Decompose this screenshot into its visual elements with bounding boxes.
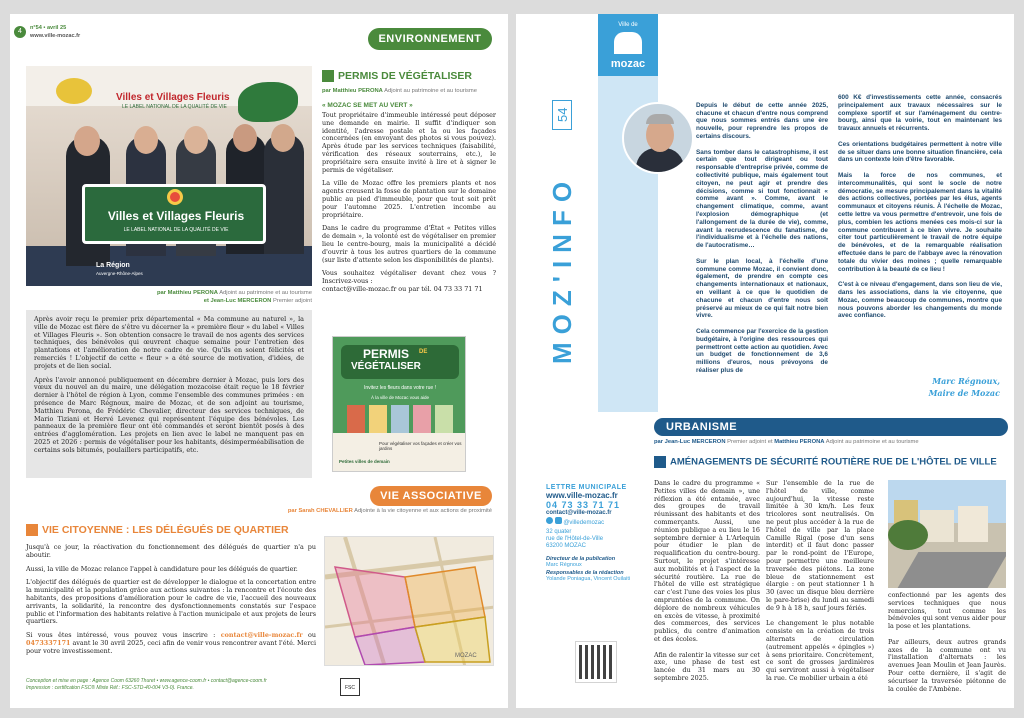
permis-paragraph-2: La ville de Mozac offre les premiers plants et nos agents creusent la fosse de plantation sur le domaine public au pied d'immeuble, pour que tout soit prêt pour l'automne 2025. L'entretien incombe au propriétaire. [322, 179, 496, 219]
square-icon [322, 70, 334, 82]
site-label[interactable]: www.ville-mozac.fr [30, 33, 81, 39]
vie-citoyenne-title: VIE CITOYENNE : LES DÉLÉGUÉS DE QUARTIER [26, 524, 289, 536]
photo-sign [82, 184, 266, 244]
map-label: MOZAC [455, 653, 477, 659]
edito-col-2: 600 K€ d'investissements cette année, consacrés principalement aux travaux nécessaires sur le complexe sportif et sur l'aménagement du centre-bourg, ainsi que la voirie, tout en maintenant les travaux annuels et récurrents. Ces orientations budgétaires permettent à notre ville de se situer dans une bonne situation financière, cela dans un contexte loin d'être favorable. Mais la force de nos communes, et intercommunalités, qui sont le socle de notre démocratie, se mesure principalement dans la vitalité des actions collectives, portées par les élus, agents communaux et citoyens réunis. À l'échelle de Mozac, cette lettre va vous permettre d'entrevoir, une fois de plus, combien les actions menées ces mois-ci sur la commune contribuent à ce bien vivre. Je souhaite citer tout particulièrement le travail de notre équipe de bénévoles, et de la remarquable réalisation effectuée dans le parc de l'abbaye avec la rénovation totale du vivier des moines ; quelle remarquable contribution à la beauté de ce lieu ! C'est à ce niveau d'engagement, dans son lieu de vie, dans les associations, dans la vie citoyenne, que Mozac, comme beaucoup de communes, montre que nous pouvons aborder les changements du monde avec confiance. [838, 94, 1002, 320]
permis-title: PERMIS DE VÉGÉTALISER [322, 70, 472, 82]
poster-title-1: PERMIS [363, 347, 410, 361]
lettre-phone[interactable]: 04 73 33 71 71 [546, 500, 621, 510]
fsc-logo: FSC [340, 678, 360, 696]
urb-col-1: Dans le cadre du programme « Petites villes de demain », une réflexion a été entamée, avec des groupes de travail réunissant des habitants et des commerçants. Aussi, une réunion publique a eu lieu le 16 septembre dernier à L'Arlequin pour étudier le plan de requalification du centre-bourg. Surtout, le projet s'intéresse aux mobilités et à l'aspect de la sécurité routière. La rue de l'hôtel de ville est stratégique car c'est l'une des voies les plus empruntées de la commune. On déplore de nombreux véhicules en excès de vitesse, à proximité des commerces, des services publics, du centre d'animation et des écoles. Afin de ralentir la vitesse sur cet axe, une phase de test est lancée du 31 mars au 30 septembre 2025. [654, 479, 760, 682]
lettre-address: 32 quater rue de l'Hôtel-de-Ville 63200 MOZAC [546, 529, 604, 549]
lettre-email[interactable]: contact@ville-mozac.fr [546, 510, 612, 516]
resp-names: Yolande Poniagua, Vincent Ouilaiti [546, 576, 631, 582]
flower-icon [167, 189, 183, 205]
permis-kicker: « MOZAC SE MET AU VERT » [322, 102, 413, 109]
vie-associative-banner: VIE ASSOCIATIVE [370, 486, 492, 506]
dir-name: Marc Régnoux [546, 562, 582, 568]
street-photo [888, 480, 1006, 588]
poster-footer: Petites villes de demain [339, 459, 390, 464]
dir-label: Directeur de la publication [546, 556, 616, 562]
logo-m-icon [614, 32, 642, 54]
issue-number: 54 [552, 100, 572, 130]
label-byline: par Matthieu PERONA Adjoint au patrimoine et au tourisme et Jean-Luc MERCERON Premier adjoint [157, 290, 312, 304]
left-page [10, 14, 508, 708]
photo-region-sub: Auvergne-Rhône-Alpes [96, 271, 143, 276]
vc-paragraph-3: L'objectif des délégués de quartier est de développer le dialogue et la concertation entre la municipalité et la population grâce aux actions suivantes : la rencontre et l'écoute des habitants, des propositions d'amélioration pour le cadre de vie, l'accueil des nouveaux arrivants, la solidarité, la rencontre des dysfonctionnements constatés sur l'espace public et l'information des habitants relative à l'action municipale et aux projets de leurs quartiers. [26, 578, 316, 626]
page-number-badge: 4 [14, 26, 26, 38]
permis-contact[interactable]: contact@ville-mozac.fr ou par tél. 04 73 33 71 71 [322, 284, 483, 293]
vc-phone-link[interactable]: 0473337171 [26, 638, 71, 647]
label-paragraph-2: Après l'avoir annoncé publiquement en décembre dernier à Mozac, puis lors des vœux du nouvel an du maire, une délégation mozacoise était reçue le 18 février dernier à l'hôtel de région à Lyon, comme l'ensemble des communes primées : en présence de Marc Régnoux, maire de Mozac, et de son adjoint au tourisme, Matthieu Perona, de Frédéric Chevalier, directeur des services techniques, de Mario Tiziani et Hervé Levenez qui représentent l'équipe des bénévoles. Les panneaux de la première fleur ont été commandés et seront bientôt posés à des entrées d'agglomération. Les projets en lien avec le label ne manquent pas en 2025 et 2026 : permis de végétaliser pour les habitants, désimperméabilisation de certains sols bitumés, poulaillers participatifs, etc. [34, 375, 304, 454]
vertical-title: MOZ'INFO [547, 173, 577, 365]
va-byline: par Sarah CHEVALLIER Adjointe à la vie citoyenne et aux actions de proximité [287, 508, 492, 514]
photo-region-label: La Région [96, 262, 130, 269]
urb-title: AMÉNAGEMENTS DE SÉCURITÉ ROUTIÈRE RUE DE L'HÔTEL DE VILLE [654, 456, 997, 468]
vc-email-link[interactable]: contact@ville-mozac.fr [220, 631, 303, 640]
lettre-site[interactable]: www.ville-mozac.fr [546, 491, 618, 500]
permis-poster [332, 336, 466, 472]
environnement-banner: ENVIRONNEMENT [368, 28, 492, 50]
logo-box [598, 14, 658, 76]
right-page [516, 14, 1014, 708]
vc-paragraph-4: Si vous êtes intéressé, vous pouvez vous inscrire : contact@ville-mozac.fr ou 0473337171 avant le 30 avril 2025, ceci afin de venir vous rencontrer avant l'été. Merci pour votre investissement. [26, 631, 316, 655]
poster-text: Pour végétaliser vos façades et créer vos jardins [379, 441, 462, 451]
photo-sign-sub: LE LABEL NATIONAL DE LA QUALITÉ DE VIE [123, 227, 229, 233]
quarter-map [324, 536, 494, 666]
permis-paragraph-4: Vous souhaitez végétaliser devant chez vous ? Inscrivez-vous : [322, 269, 496, 286]
label-article [26, 310, 312, 478]
resp-label: Responsables de la rédaction [546, 570, 624, 576]
urb-col-3: confectionné par les agents des services techniques que nous remercions, tout comme les bénévoles qui sont venus aider pour la pose et les plantations. Par ailleurs, deux autres grands axes de la commune ont vu l'installation d'alternats : les avenues Jean Moulin et Jean Jaurès. Pour cette dernière, il s'agit de sécuriser la traversée piétonne de la coulée de l'Ambène. [888, 591, 1006, 693]
footer: Conception et mise en page : Agence Coom 63260 Thuret • www.agence-coom.fr • contact@agence-coom.fr Impression : certification FSC® Mixte Réf.: FSC-STD-40-004 V3-0). France. [26, 678, 267, 691]
signature-role: Maire de Mozac [928, 388, 1000, 398]
poster-sub: Invitez les fleurs dans votre rue ! [364, 385, 436, 391]
urb-col-2: Sur l'ensemble de la rue de l'hôtel de ville, comme aujourd'hui, la vitesse reste limitée à 30 km/h. Les feux tricolores sont neutralisés. On ne peut plus accéder à la rue de l'hôtel de ville par la place Camille Rigal (pose d'un sens interdit) et il faut donc passer par le rond-point de l'Europe, pour permettre une meilleure traversée des piétons. La zone bleue de stationnement est élargie : on peut stationner 1 h 30 (avec un disque bleu derrière le pare-brise) du lundi au samedi de 9 h à 18 h, sauf jours fériés. Le changement le plus notable consiste en la création de trois alternats de circulation (autrement appelés « épingles ») à sens prioritaire. Concrètement, ce sont de grosses jardinières qui serviront aussi à végétaliser la rue. Ce mobilier urbain a été [766, 479, 874, 682]
urbanisme-banner: URBANISME [654, 418, 1008, 436]
edito-col-1 [666, 94, 828, 382]
permis-paragraph-3: Dans le cadre du programme d'État « Petites villes de demain », la volonté est de végétaliser en premier lieu le centre-bourg, mais la municipalité a décidé d'ouvrir à tous les autres quartiers de la commune (sur liste d'attente selon les disponibilités de plants). [322, 224, 496, 264]
logo-top: Ville de [618, 22, 638, 28]
signature-name: Marc Régnoux, [932, 376, 1000, 386]
photo-banner-sub: LE LABEL NATIONAL DE LA QUALITÉ DE VIE [122, 104, 227, 110]
lettre-title: LETTRE MUNICIPALE [546, 484, 627, 491]
map-drawing [325, 537, 494, 666]
permis-paragraph-1: Tout propriétaire d'immeuble intéressé peut déposer une demande en mairie. Il suffit d'indiquer son identité, l'adresse postale et la ou les façades concernées (en envoyant des photos si vous pouvez). Après étude par les services techniques (faisabilité, vérification des réseaux souterrains, etc.), le propriétaire sera ensuite invité à lire et à signer le permis de végétaliser. [322, 111, 496, 174]
logo-bottom: mozac [610, 58, 646, 70]
urb-byline: par Jean-Luc MERCERON Premier adjoint et Matthieu PERONA Adjoint au patrimoine et au tourisme [654, 439, 919, 445]
instagram-icon[interactable] [555, 517, 562, 524]
square-icon [26, 524, 38, 536]
poster-tag: À la ville de Mozac vous aide [370, 395, 430, 400]
photo-sign-title: Villes et Villages Fleuris [107, 209, 245, 223]
edito-text-1: Depuis le début de cette année 2025, chacune et chacun d'entre nous comprend que nous sommes entrés dans une ère nouvelle, pour reprendre les propos de certains discours. Sans tomber dans le catastrophisme, il est certain que tout dirigeant ou tout responsable d'entreprise privée, comme de collectivité publique, mais également tout citoyen, ne peut agir et prendre des décisions, comme si tout fonctionnait « comme avant ». Comme, avant le changement climatique, comme, avant l'explosion démographique (et l'allongement de la durée de vie), comme, avant la recrudescence du fanatisme, de l'individualisme et à l'échelle des nations, de l'autocratisme… Sur le plan local, à l'échelle d'une commune comme Mozac, il convient donc, également, de prendre en compte ces changements internationaux et nationaux, en veillant à ce que le quotidien de chacune et chacun d'entre nous soit préservé au mieux de ce qui fait notre bien vivre. Cela commence par l'exercice de la gestion budgétaire, à l'origine des ressources qui permettront cette action au quotidien. Avec un budget de fonctionnement de 3,6 millions d'euros, nous prévoyons de réaliser plus de [696, 101, 828, 374]
poster-title-3: VÉGÉTALISER [351, 361, 421, 372]
vc-paragraph-2: Aussi, la ville de Mozac relance l'appel à candidature pour les délégués de quartier. [26, 564, 298, 573]
label-paragraph-1: Après avoir reçu le premier prix départemental « Ma commune au naturel », la ville de Mozac est fière de s'être vu décerner la « première fleur » du label « Villes et Villages Fleuris ». Son obtention consacre le travail de nos agents des services techniques, des bénévoles qui œuvrent chaque semaine pour l'entretien des plantations et l'amélioration de notre cadre de vie. Qu'ils en soient félicités et remerciés ! L'objectif de cette « fleur » a été source de motivation, d'idées, de projets et de lien social. [34, 315, 304, 370]
photo-banner-title: Villes et Villages Fleuris [116, 92, 230, 103]
label-photo [26, 66, 312, 286]
lettre-box [546, 484, 646, 582]
permis-byline: par Matthieu PERONA Adjoint au patrimoine et au tourisme [322, 88, 477, 94]
poster-title-2: DE [419, 349, 428, 355]
square-icon [654, 456, 666, 468]
vc-paragraph-1: Jusqu'à ce jour, la réactivation du fonctionnement des délégués de quartier n'a pu aboutir. [26, 543, 316, 559]
issue-label: n°54 • avril 25 [30, 25, 67, 31]
qr-code[interactable] [576, 642, 616, 682]
lettre-social: @villedemozac [563, 520, 605, 526]
facebook-icon[interactable] [546, 517, 553, 524]
